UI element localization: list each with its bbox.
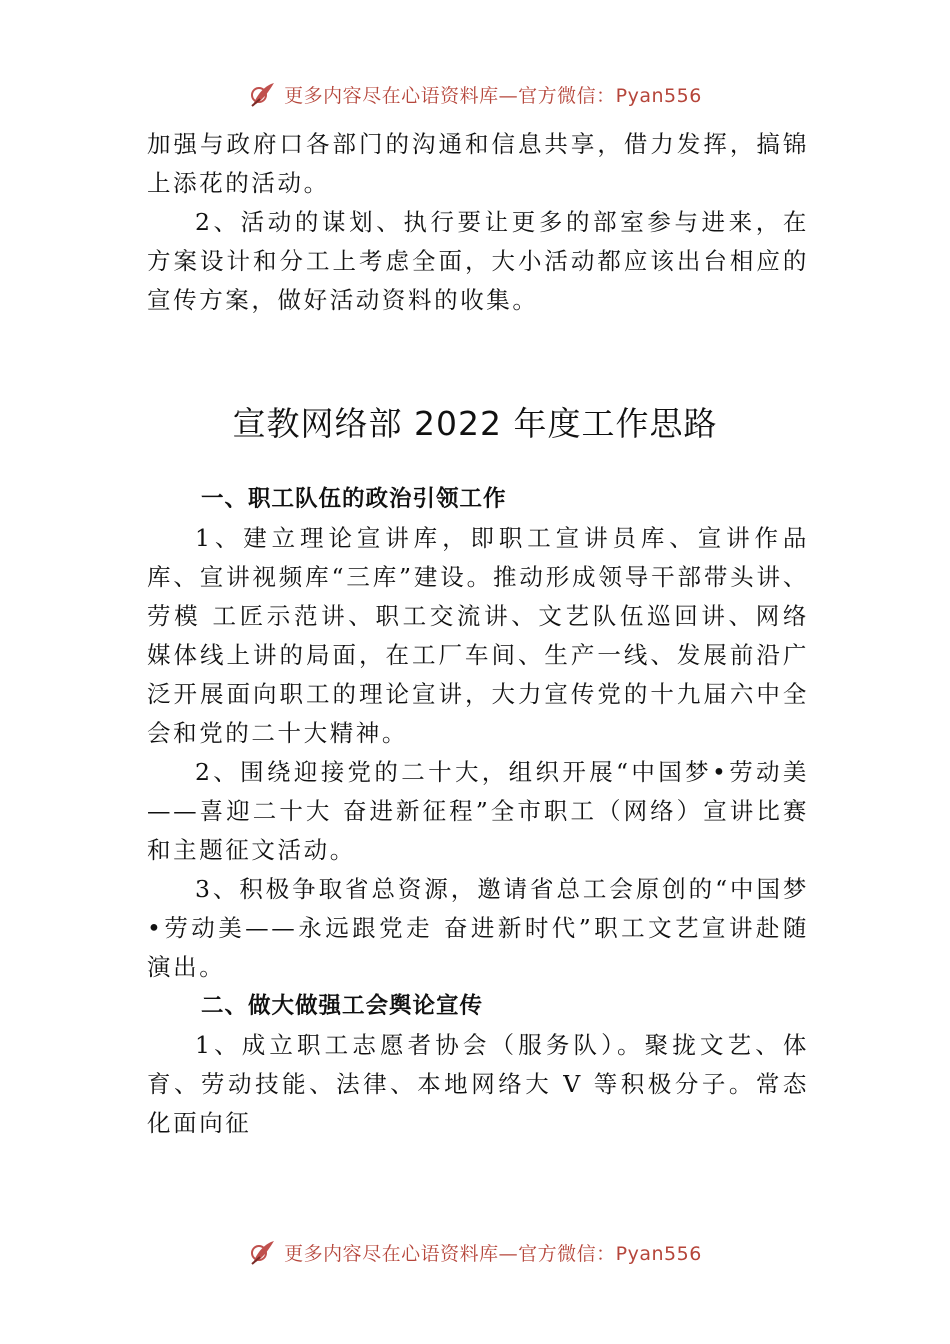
watermark-wechat-id: Pyan556 bbox=[615, 1242, 702, 1265]
watermark-wechat-id: Pyan556 bbox=[615, 84, 702, 107]
section-1-paragraph-3: 3、积极争取省总资源，邀请省总工会原创的“中国梦•劳动美——永远跟党走 奋进新时代”职工文艺宣讲赴随演出。 bbox=[147, 875, 809, 981]
watermark-text: 更多内容尽在心语资料库—官方微信：Pyan556 bbox=[284, 84, 702, 107]
section-2-paragraph-1: 1、成立职工志愿者协会（服务队）。聚拢文艺、体育、劳动技能、法律、本地网络大 V 等积极分子。常态化面向征 bbox=[147, 1031, 809, 1137]
section-heading-1: 一、职工队伍的政治引领工作 bbox=[201, 486, 507, 512]
watermark-text: 更多内容尽在心语资料库—官方微信：Pyan556 bbox=[284, 1242, 702, 1265]
section-1-paragraph-2: 2、围绕迎接党的二十大，组织开展“中国梦•劳动美——喜迎二十大 奋进新征程”全市职工（网络）宣讲比赛和主题征文活动。 bbox=[147, 758, 809, 864]
page-title: 宣教网络部 2022 年度工作思路 bbox=[232, 404, 718, 443]
intro-paragraph-2: 2、活动的谋划、执行要让更多的部室参与进来，在方案设计和分工上考虑全面，大小活动都应该出台相应的宣传方案，做好活动资料的收集。 bbox=[147, 208, 809, 314]
document-body bbox=[147, 480, 809, 1143]
footer-watermark bbox=[0, 1232, 950, 1272]
intro-paragraph-1: 加强与政府口各部门的沟通和信息共享，借力发挥，搞锦上添花的活动。 bbox=[147, 130, 809, 197]
header-watermark bbox=[0, 74, 950, 114]
section-heading-2: 二、做大做强工会舆论宣传 bbox=[201, 993, 484, 1019]
feather-ribbon-logo-icon bbox=[248, 79, 278, 109]
intro-block bbox=[147, 125, 809, 320]
feather-ribbon-logo-icon bbox=[248, 1237, 278, 1267]
section-1-paragraph-1: 1、建立理论宣讲库，即职工宣讲员库、宣讲作品库、宣讲视频库“三库”建设。推动形成领导干部带头讲、劳模 工匠示范讲、职工交流讲、文艺队伍巡回讲、网络媒体线上讲的局面，在工厂车间、生产一线、发展前沿广泛开展面向职工的理论宣讲，大力宣传党的十九届六中全会和党的二十大精神。 bbox=[147, 524, 809, 747]
